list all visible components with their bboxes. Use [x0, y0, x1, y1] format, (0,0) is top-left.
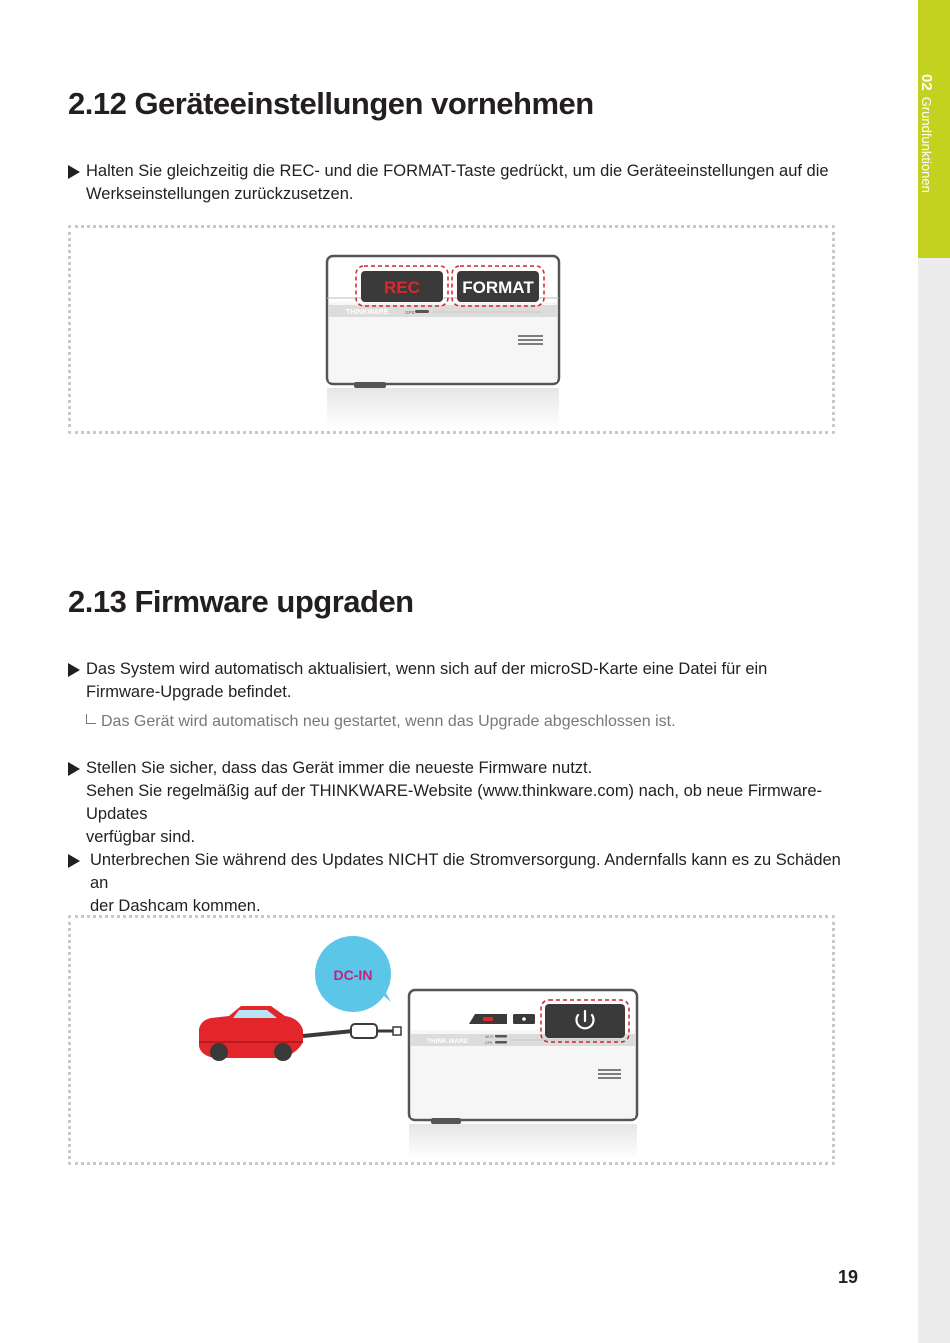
gps-label: GPS — [405, 310, 415, 315]
cable-plug — [351, 1024, 377, 1038]
power-cable — [303, 1031, 353, 1036]
dc-in-label: DC-IN — [333, 967, 373, 983]
dashcam-top-illustration — [71, 228, 832, 431]
wifi-label: Wi-Fi — [485, 1035, 494, 1039]
brand-text: THINKWARE — [346, 309, 389, 316]
bullet-line: Das System wird automatisch aktualisiert, wenn sich auf der microSD-Karte eine Datei für ein — [86, 660, 768, 678]
bullet-latest-firmware — [68, 757, 848, 849]
bullet-line: Stellen Sie sicher, dass das Gerät immer die neueste Firmware nutzt. — [86, 759, 593, 777]
device-reflection — [327, 388, 559, 428]
note-arrow-icon — [86, 714, 96, 724]
bullet-auto-update — [68, 658, 848, 704]
bullet-line: Firmware-Upgrade befindet. — [86, 683, 292, 701]
bullet-line: Halten Sie gleichzeitig die REC- und die FORMAT-Taste gedrückt, um die Geräteeinstellungen auf die — [86, 162, 829, 180]
page-number: 19 — [838, 1267, 859, 1287]
gps-label: GPS — [485, 1041, 493, 1045]
car-icon — [199, 1006, 303, 1061]
figure-dc-in — [68, 915, 835, 1165]
bullet-line: der Dashcam kommen. — [90, 897, 261, 915]
note-text: Das Gerät wird automatisch neu gestartet, wenn das Upgrade abgeschlossen ist. — [101, 713, 676, 730]
chapter-number: 02 — [918, 74, 935, 91]
device-reflection — [409, 1124, 637, 1160]
bullet-reset — [68, 160, 848, 206]
rec-label: REC — [384, 278, 420, 297]
figure-reset-buttons — [68, 225, 835, 434]
section-title-2-13: 2.13 Firmware upgraden — [68, 584, 414, 619]
note-restart — [86, 711, 676, 733]
bullet-line: Werkseinstellungen zurückzusetzen. — [86, 185, 354, 203]
bullet-line: verfügbar sind. — [86, 828, 196, 846]
bullet-triangle-icon — [68, 854, 80, 868]
section-title-2-12: 2.12 Geräteeinstellungen vornehmen — [68, 86, 594, 121]
brand-text: THINK WARE — [427, 1038, 469, 1045]
chapter-tab-label — [918, 74, 934, 193]
bullet-line: Unterbrechen Sie während des Updates NICHT die Stromversorgung. Andernfalls kann es zu Schäden an — [90, 851, 841, 892]
bullet-power-warning — [68, 849, 848, 918]
chapter-name: Grundfunktionen — [919, 96, 934, 193]
bullet-triangle-icon — [68, 165, 80, 179]
bullet-triangle-icon — [68, 762, 80, 776]
dc-in-illustration — [71, 918, 832, 1162]
format-label: FORMAT — [462, 278, 534, 297]
bullet-triangle-icon — [68, 663, 80, 677]
bullet-line: Sehen Sie regelmäßig auf der THINKWARE-Website (www.thinkware.com) nach, ob neue Firmware-Updates — [86, 782, 823, 823]
